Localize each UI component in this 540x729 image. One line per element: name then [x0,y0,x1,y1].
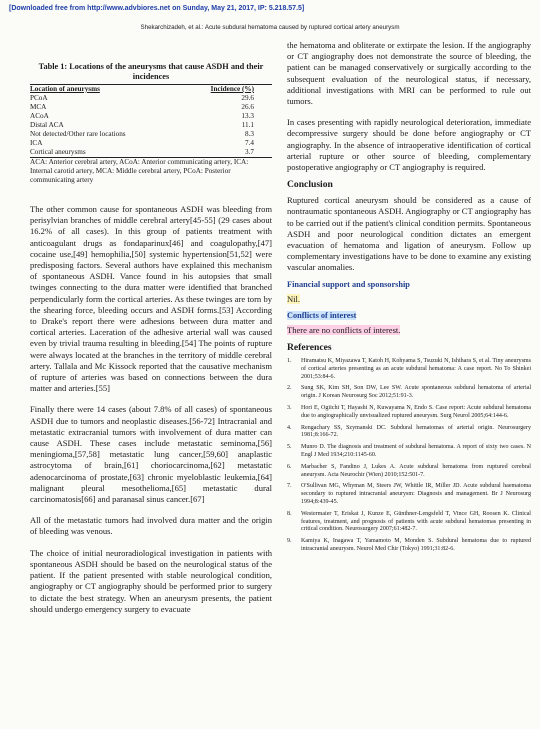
body-paragraph: The choice of initial neuroradiological investigation in patients with spontaneous ASDH should be based on the neurological status of the patient. If the patient presented with stable neurological condition, angiography or CT angiography should be performed prior to surgery to dictate the best strategy. When an aneurysm presents, the patient should undergo emergency surgery to evacuate [30,547,272,614]
table-row [30,94,272,103]
row-incidence: 8.3 [245,130,254,138]
table-1 [30,40,272,185]
reference-text: Kamiya K, Inagawa T, Yamamoto M, Monden S. Subdural hematoma due to ruptured intracranial aneurysm. Neurol Med Chir (Tokyo) 1991;31:82-6. [301,538,531,552]
funding-text-value: Nil. [287,293,301,304]
reference-item: 5. Munro D. The diagnosis and treatment of subdural hematoma. A report of sixty two cases. N Engl J Med 1934;210:1145-60. [287,444,531,459]
table-body [30,85,272,157]
reference-text: Sung SK, Kim SH, Son DW, Lee SW. Acute spontaneous subdural hematoma of arterial origin. J Korean Neurosurg Soc 2012;51:91-3. [301,385,531,400]
reference-item: 9. Kamiya K, Inagawa T, Yamamoto M, Monden S. Subdural hematoma due to ruptured intracranial aneurysm. Neurol Med Chir (Tokyo) 1991;31:82-6. [287,538,531,552]
reference-text: Hiramatsu K, Miyazawa T, Katoh H, Kohyama S, Tsuzuki N, Ishihara S, et al. Tiny aneurysms of cortical arteries presenting as an acute subdural hematoma: A case report. No To Shinkei 2001;53:84-6. [301,358,531,380]
table-row [30,139,272,148]
left-column [30,40,272,615]
conflicts-heading [287,311,531,320]
running-head: Shekarchizadeh, et al.: Acute subdural hematoma caused by ruptured cortical artery aneurysm [140,24,400,31]
right-column [287,40,531,558]
col-location-header: Location of aneurysms [30,85,100,93]
table-row [30,103,272,112]
table-title: Table 1: Locations of the aneurysms that cause ASDH and their incidences [30,40,272,85]
body-paragraph: All of the metastatic tumors had involved dura matter and the origin of bleeding was venous. [30,515,272,537]
reference-item: 4. Rengachary SS, Szymanski DC. Subdural hematomas of arterial origin. Neurosurgery 1981;8:166-72. [287,424,531,439]
reference-text: Munro D. The diagnosis and treatment of subdural hematoma. A report of sixty two cases. N Engl J Med 1934;210:1145-60. [301,444,531,459]
reference-text: O'Sullivan MG, Whyman M, Steers JW, Whittle IR, Miller JD. Acute subdural haematoma secondary to ruptured intracranial aneurysm: Diagnosis and management. Br J Neurosurg 1994;8:439-45. [301,483,531,506]
table-caption: ACA: Anterior cerebral artery, ACoA: Anterior communicating artery, ICA: Internal carotid artery, MCA: Middle cerebral artery, PCoA: Posterior communicating artery [30,157,272,185]
body-paragraph: In cases presenting with rapidly neurological deterioration, immediate decompressive surgery should be done before angiography or CT angiography. In the absence of intraoperative identification of cortical arterial rupture or other source of bleeding, complementary postoperative angiography or CT angiography is required. [287,117,531,173]
body-paragraph: The other common cause for spontaneous ASDH was bleeding from perisylvian branches of middle cerebral artery[45-55] (29 cases about 16.2% of all cases). In this group of patients treatment with anticoagulant drugs as fondaparinux[46] and coagulopathy,[47] cocaine use,[49] hemophilia,[50] systemic hypertension[51,52] were predisposing factors. Several authors have explained this mechanism of spontaneous ASDH. Vance found in his autopsies that small twinges connecting to the dura matter were identified that branched perpendicularly form the cortical arteries. As these twinges are torn by the shearing force, bleeding occurs and ASDH forms.[53] According to Drake's report there were adhesions between dura matter and cortical arteries. Laceration of the adhesive arterial wall was caused even by trivial trauma resulting in bleeding.[54] The points of rupture were always located at the branches in the territory of middle cerebral artery. Tallala and Mc Kissock reported that the causative mechanism of rupture of arteries was based on connections between the dura matter and arteries.[55] [30,204,272,394]
reference-text: Rengachary SS, Szymanski DC. Subdural hematomas of arterial origin. Neurosurgery 1981;8:166-72. [301,424,531,439]
funding-heading: Financial support and sponsorship [287,279,410,289]
row-location: MCA [30,103,47,111]
row-incidence: 13.3 [241,112,254,120]
conclusion-text: Ruptured cortical aneurysm should be considered as a cause of nontraumatic spontaneous ASDH. Angiography or CT angiography has to be carried out if the patient's clinical condition permits. Spontaneous ASDH and poor neurological condition dictates an emergent evacuation of hematoma and ligation of aneurysm. Follow up complementary investigations have to be done to examine any existing vascular anomalies. [287,195,531,273]
reference-item: 3. Hori E, Ogiichi T, Hayashi N, Kuwayama N, Endo S. Case report: Acute subdural hematoma due to angiographically unvisualized ruptured aneurysm. Surg Neurol 2005;64:144-6. [287,405,531,419]
references-heading: References [287,342,332,354]
conflicts-text-value: There are no conflicts of interest. [287,324,401,335]
body-paragraph: Finally there were 14 cases (about 7.8% of all cases) of spontaneous ASDH due to tumors and neoplastic diseases.[56-72] Intracranial and metastatic extracranial tumors with involvement of dura matter can cause ASDH. These cases include metastatic seminoma,[56] meningioma,[57,58] metastatic lung cancer,[59,60] anaplastic astrocytoma of brain,[61] choriocarcinoma,[62] metastatic adenocarcinoma of prostate,[63] chronic myeloblastic leukemia,[64] malignant pleural mesothelioma,[65] metastatic dural carcinomatosis[66] and paranasal sinus cancer.[67] [30,404,272,505]
table-row [30,112,272,121]
body-paragraph: the hematoma and obliterate or extirpate the lesion. If the angiography or CT angiography does not demonstrate the source of bleeding, the patient can be managed conservatively or surgically according to the subsequent evaluation of the neurological status, if necessary, additional investigations with MRI can be performed to rule out tumors. [287,40,531,107]
table-header-row [30,85,272,94]
row-location: ACoA [30,112,49,120]
conclusion-heading: Conclusion [287,179,333,191]
row-location: Cortical aneurysms [30,148,86,156]
col-incidence-header: Incidence (%) [210,85,254,93]
row-location: PCoA [30,94,48,102]
download-banner: [Downloaded free from http://www.advbiores.net on Sunday, May 21, 2017, IP: 5.218.57.5] [9,5,305,12]
table-row [30,130,272,139]
row-incidence: 7.4 [245,139,254,147]
table-row [30,148,272,157]
reference-item: 8. Westermaier T, Eriskat J, Kunze E, Günthner-Lengsfeld T, Vince GH, Roosen K. Clinical features, treatment, and prognosis of patients with acute subdural hematomas presenting in critical condition. Neurosurgery 2007;61:482-7. [287,510,531,533]
reference-text: Westermaier T, Eriskat J, Kunze E, Günthner-Lengsfeld T, Vince GH, Roosen K. Clinical features, treatment, and prognosis of patients with acute subdural hematomas presenting in critical condition. Neurosurgery 2007;61:482-7. [301,510,531,533]
table-row [30,121,272,130]
row-location: Not detected/Other rare locations [30,130,126,138]
row-incidence: 3.7 [245,148,254,156]
row-location: Distal ACA [30,121,64,129]
reference-item: 7. O'Sullivan MG, Whyman M, Steers JW, Whittle IR, Miller JD. Acute subdural haematoma secondary to ruptured intracranial aneurysm: Diagnosis and management. Br J Neurosurg 1994;8:439-45. [287,483,531,506]
row-incidence: 11.1 [241,121,254,129]
reference-text: Hori E, Ogiichi T, Hayashi N, Kuwayama N, Endo S. Case report: Acute subdural hematoma due to angiographically unvisualized ruptured aneurysm. Surg Neurol 2005;64:144-6. [301,405,531,419]
row-location: ICA [30,139,43,147]
row-incidence: 29.6 [241,94,254,102]
conflicts-text [287,325,531,336]
conflicts-heading-label: Conflicts of interest [287,310,357,320]
row-incidence: 26.6 [241,103,254,111]
reference-text: Marbacher S, Fandino J, Lukes A. Acute subdural hematoma from ruptured cerebral aneurysm. Acta Neurochir (Wien) 2010;152:501-7. [301,463,531,478]
reference-item: 6. Marbacher S, Fandino J, Lukes A. Acute subdural hematoma from ruptured cerebral aneurysm. Acta Neurochir (Wien) 2010;152:501-7. [287,463,531,478]
references-list [287,358,531,554]
funding-text [287,294,531,305]
reference-item: 1. Hiramatsu K, Miyazawa T, Katoh H, Kohyama S, Tsuzuki N, Ishihara S, et al. Tiny aneurysms of cortical arteries presenting as an acute subdural hematoma: A case report. No To Shinkei 2001;53:84-6. [287,358,531,380]
reference-item: 2. Sung SK, Kim SH, Son DW, Lee SW. Acute spontaneous subdural hematoma of arterial origin. J Korean Neurosurg Soc 2012;51:91-3. [287,385,531,400]
